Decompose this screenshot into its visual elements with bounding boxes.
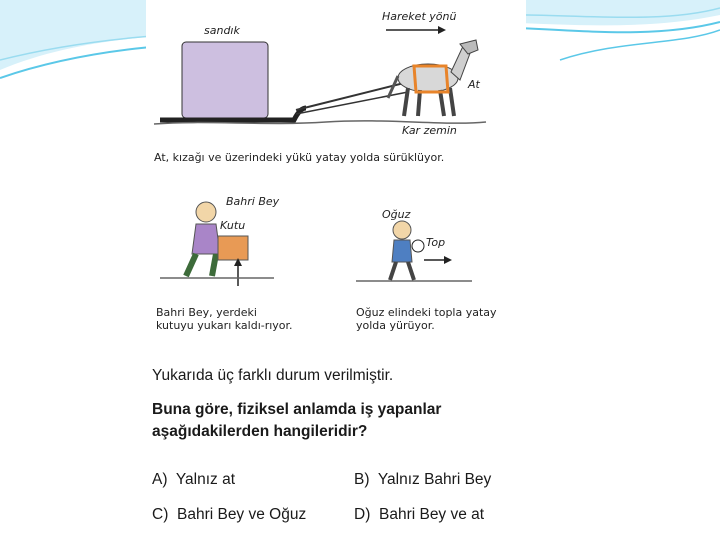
option-d-text: Bahri Bey ve at xyxy=(378,506,485,523)
option-c-letter: C) xyxy=(152,506,169,523)
crate xyxy=(182,42,268,118)
question-intro: Yukarıda üç farklı durum verilmiştir. xyxy=(152,367,394,384)
option-d[interactable] xyxy=(354,506,484,524)
option-c-text: Bahri Bey ve Oğuz xyxy=(176,506,307,523)
option-c[interactable] xyxy=(152,506,306,524)
option-a-text: Yalnız at xyxy=(175,471,236,488)
question-prompt: Buna göre, fiziksel anlamda iş yapanlar aşağıdakilerden hangileridir? xyxy=(152,401,442,440)
scene2-caption: Bahri Bey, yerdeki kutuyu yukarı kaldı-rıyor. xyxy=(156,306,293,332)
horse-icon xyxy=(388,40,478,116)
ground-label: Kar zemin xyxy=(402,124,457,137)
option-b-letter: B) xyxy=(354,471,370,488)
ball-label: Top xyxy=(426,236,446,249)
horse-label: At xyxy=(468,78,480,91)
ball xyxy=(412,240,424,252)
crate-label: sandık xyxy=(204,24,240,37)
bahri-bey-label: Bahri Bey xyxy=(226,195,280,208)
box-label: Kutu xyxy=(220,219,246,232)
option-a-letter: A) xyxy=(152,471,168,488)
option-a[interactable] xyxy=(152,471,235,489)
oguz-label: Oğuz xyxy=(382,208,411,221)
scene-horse-sled xyxy=(154,26,486,124)
option-b[interactable] xyxy=(354,471,491,489)
scene-walking-ball xyxy=(356,221,472,281)
scene1-caption: At, kızağı ve üzerindeki yükü yatay yolda sürüklüyor. xyxy=(154,151,445,164)
option-b-text: Yalnız Bahri Bey xyxy=(377,471,492,488)
scene-lifting-box xyxy=(160,202,274,286)
direction-label: Hareket yönü xyxy=(382,10,457,23)
question-sheet xyxy=(146,0,526,540)
scene3-caption: Oğuz elindeki topla yatay yolda yürüyor. xyxy=(356,306,497,332)
box xyxy=(218,236,248,260)
option-d-letter: D) xyxy=(354,506,371,523)
